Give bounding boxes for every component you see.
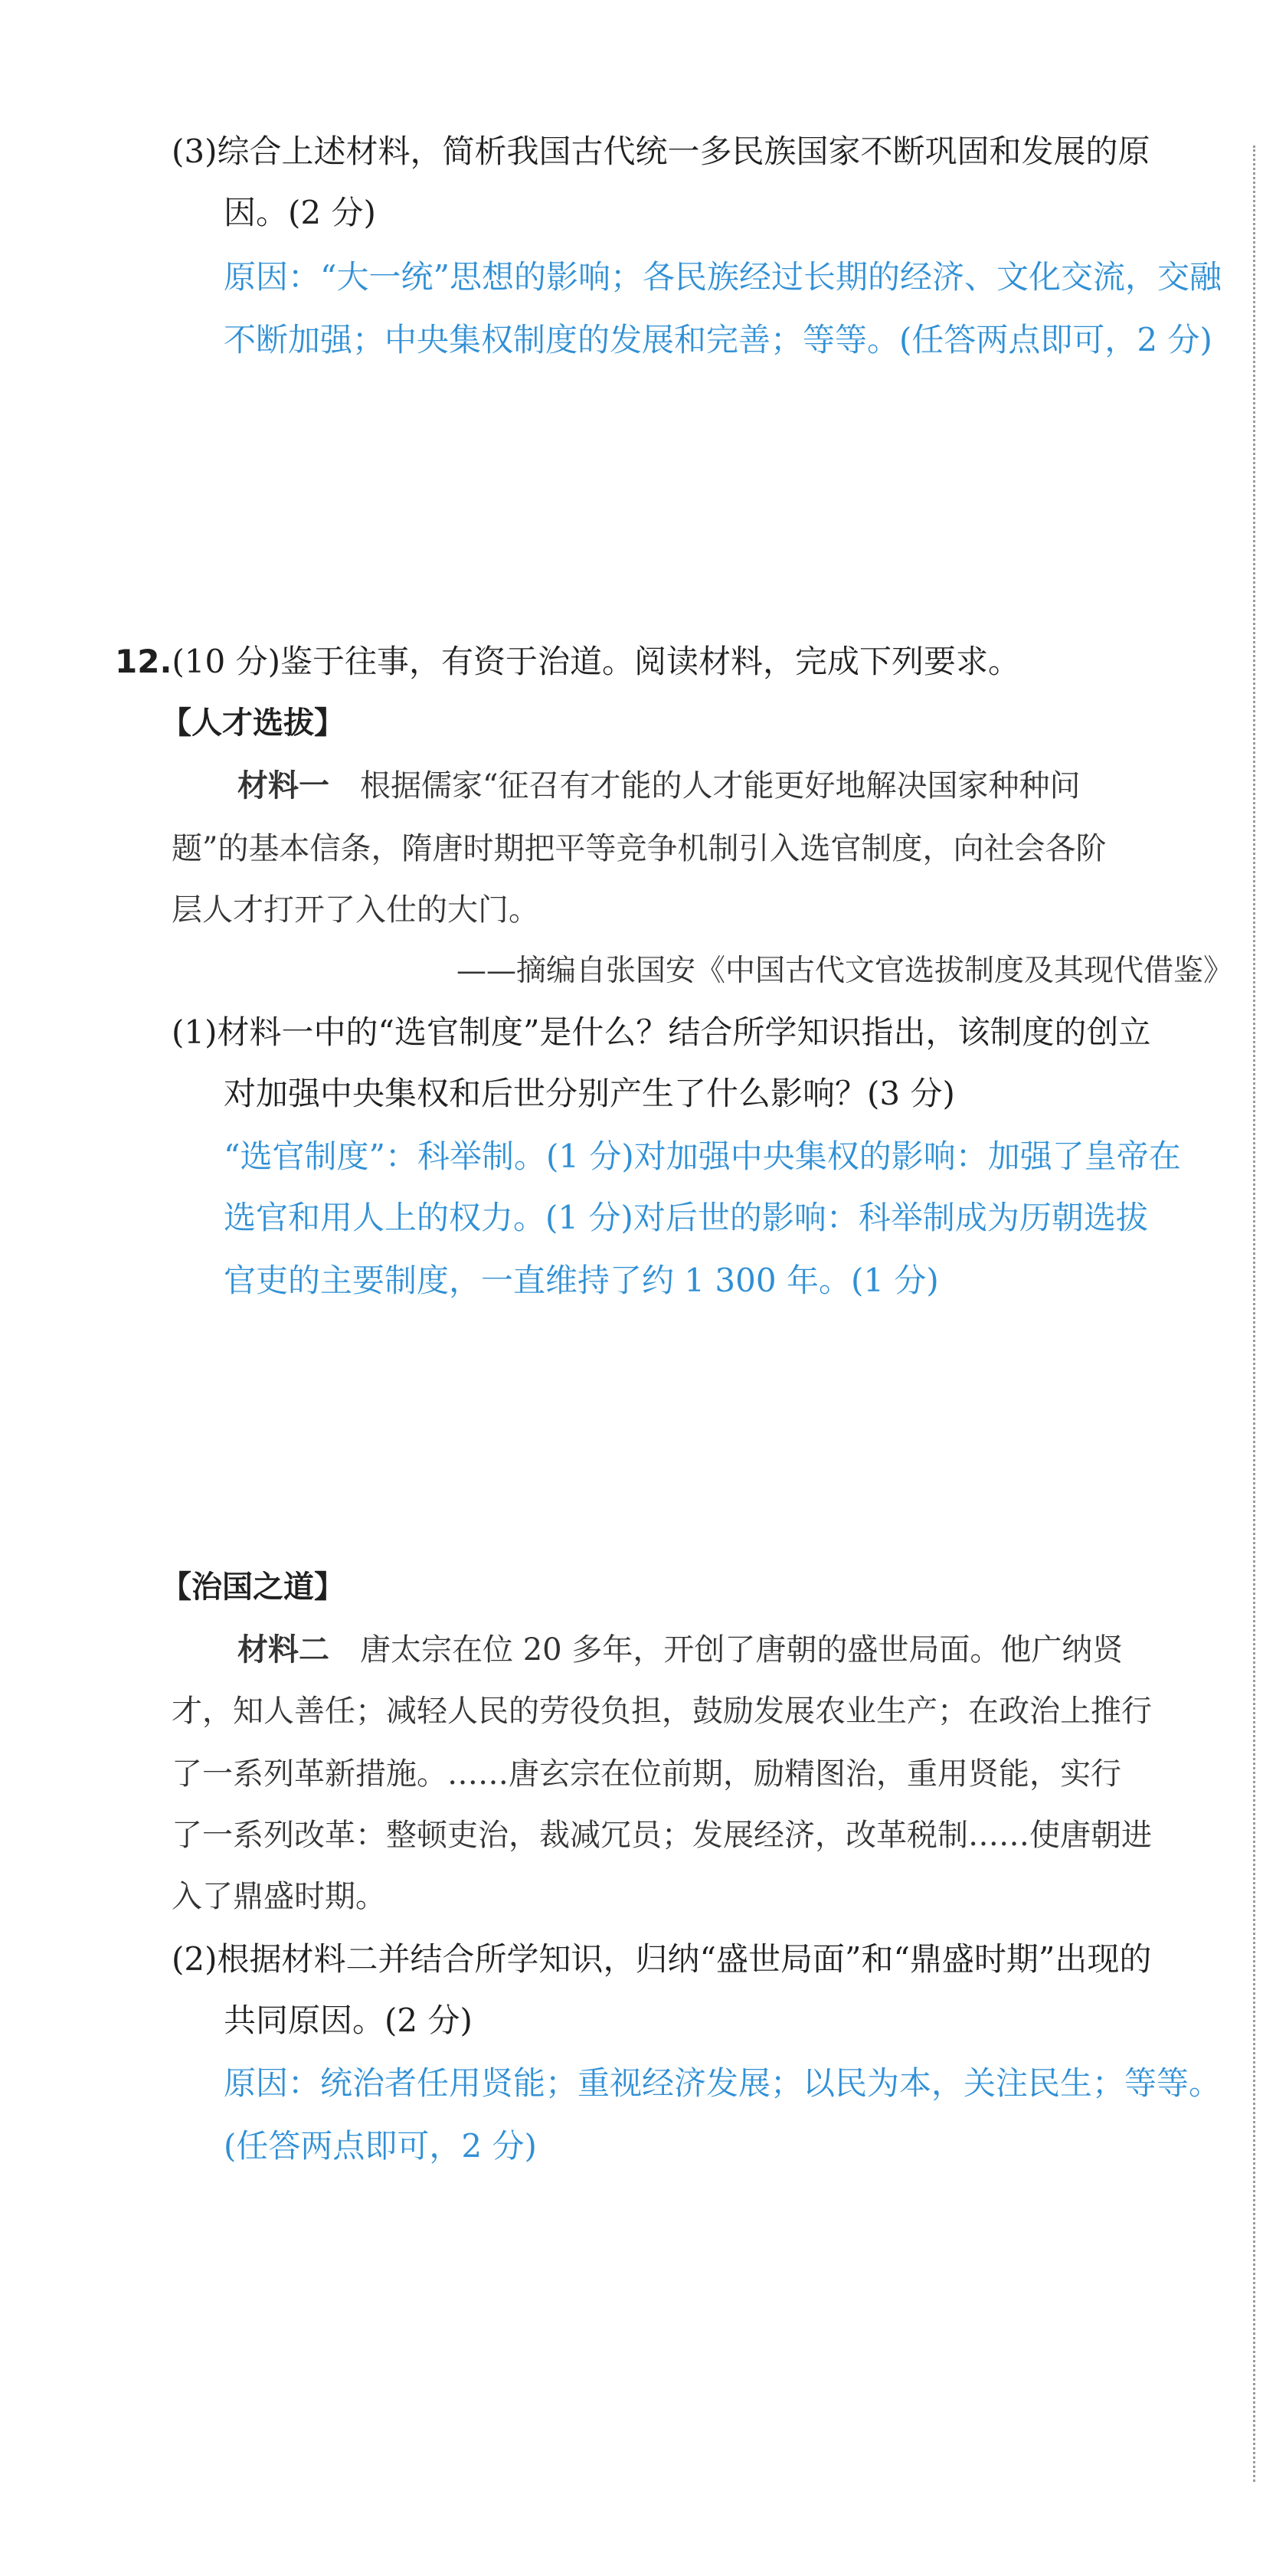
q11-3-prompt-line-1: (3)综合上述材料，简析我国古代统一多民族国家不断巩固和发展的原	[172, 133, 1150, 170]
q12-number: 12.	[115, 643, 172, 680]
q12-1-answer-line-3: 官吏的主要制度，一直维持了约 1 300 年。(1 分)	[224, 1262, 939, 1299]
material-2-line-4: 了一系列改革：整顿吏治，裁减冗员；发展经济，改革税制……使唐朝进	[172, 1818, 1152, 1853]
q12-2-question-line-1: (2)根据材料二并结合所学知识，归纳“盛世局面”和“鼎盛时期”出现的	[172, 1940, 1152, 1978]
material-1-source: ——摘编自张国安《中国古代文官选拔制度及其现代借鉴》	[456, 954, 1233, 988]
material-2-label: 材料二	[237, 1632, 329, 1668]
material-1-line-2: 题”的基本信条，隋唐时期把平等竞争机制引入选官制度，向社会各阶	[172, 831, 1107, 866]
material-2-line-3: 了一系列革新措施。……唐玄宗在位前期，励精图治，重用贤能，实行	[172, 1756, 1121, 1792]
material-1-text-1: 根据儒家“征召有才能的人才能更好地解决国家种种问	[360, 768, 1081, 804]
q11-3-prompt-line-2: 因。(2 分)	[224, 194, 376, 231]
material-2-line-2: 才，知人善任；减轻人民的劳役负担，鼓励发展农业生产；在政治上推行	[172, 1694, 1152, 1729]
q12-1-question-line-1: (1)材料一中的“选官制度”是什么？结合所学知识指出，该制度的创立	[172, 1013, 1151, 1051]
section-heading-talent-selection: 【人才选拔】	[161, 705, 345, 741]
material-1-line-3: 层人才打开了入仕的大门。	[172, 892, 539, 928]
q12-1-question-line-2: 对加强中央集权和后世分别产生了什么影响？(3 分)	[224, 1075, 955, 1112]
q12-stem-text: (10 分)鉴于往事，有资于治道。阅读材料，完成下列要求。	[172, 643, 1020, 680]
q12-2-answer-line-1: 原因：统治者任用贤能；重视经济发展；以民为本，关注民生；等等。	[224, 2064, 1222, 2102]
material-2-line-1	[237, 1628, 1123, 1671]
q11-3-answer-line-1: 原因：“大一统”思想的影响；各民族经过长期的经济、文化交流，交融	[224, 258, 1222, 296]
q12-stem	[115, 640, 1020, 683]
material-1-label: 材料一	[237, 768, 329, 804]
margin-dotted-line	[1253, 146, 1255, 2482]
q11-3-answer-line-2: 不断加强；中央集权制度的发展和完善；等等。(任答两点即可，2 分)	[224, 321, 1212, 358]
q12-2-answer-line-2: (任答两点即可，2 分)	[224, 2127, 537, 2165]
material-2-line-5: 入了鼎盛时期。	[172, 1879, 386, 1914]
q12-1-answer-line-2: 选官和用人上的权力。(1 分)对后世的影响：科举制成为历朝选拔	[224, 1199, 1148, 1236]
material-1-line-1	[237, 764, 1080, 807]
q12-2-question-line-2: 共同原因。(2 分)	[224, 2002, 473, 2039]
q12-1-answer-line-1: “选官制度”：科举制。(1 分)对加强中央集权的影响：加强了皇帝在	[224, 1137, 1181, 1175]
section-heading-governance: 【治国之道】	[161, 1569, 345, 1605]
material-2-text-1: 唐太宗在位 20 多年，开创了唐朝的盛世局面。他广纳贤	[360, 1632, 1124, 1668]
